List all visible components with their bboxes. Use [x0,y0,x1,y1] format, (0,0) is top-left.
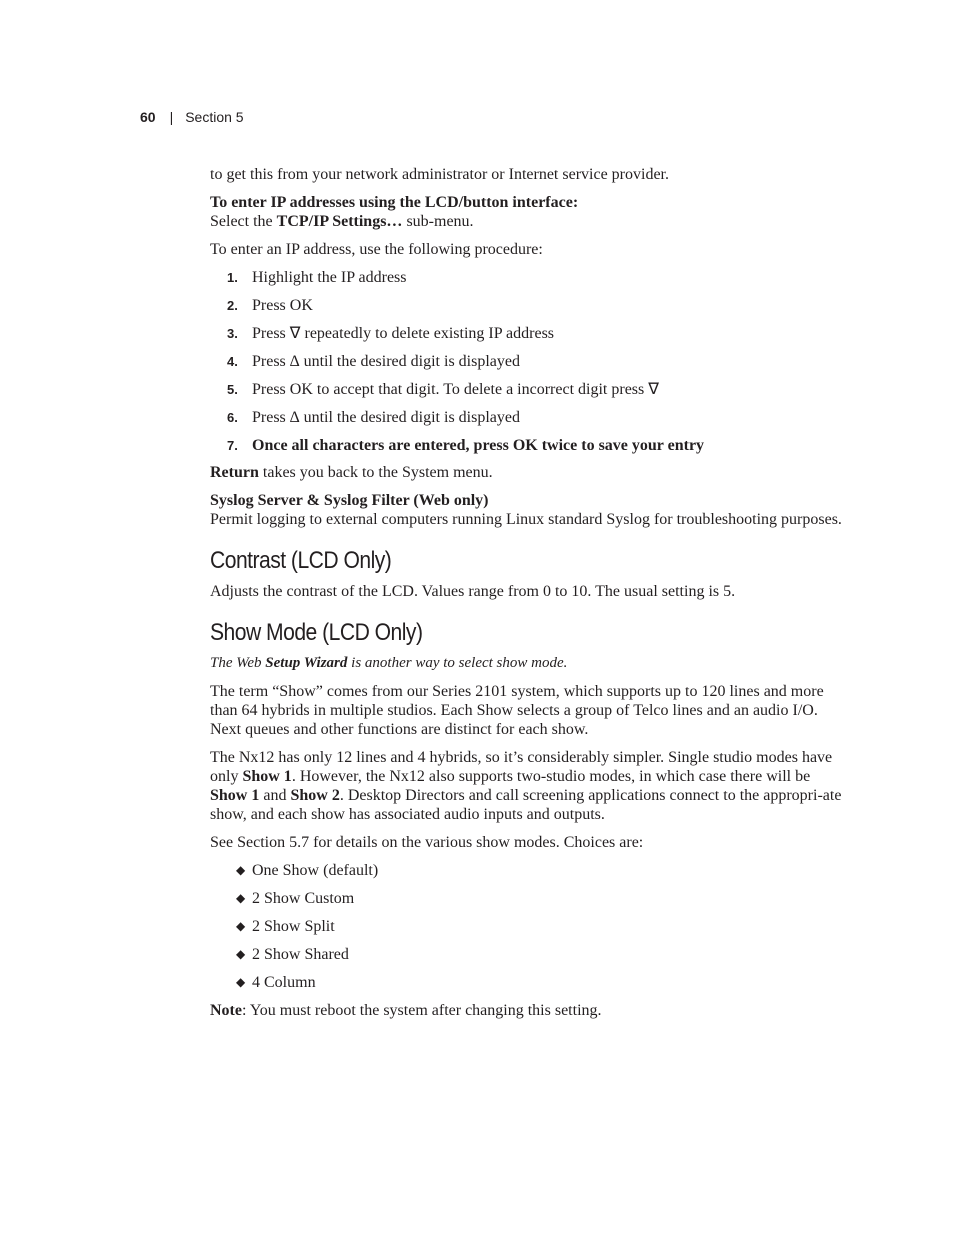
step-number: 5. [227,382,238,397]
page-header [140,109,244,125]
step-text: Press ∆ until the desired digit is displayed [252,353,520,370]
procedure-step [210,408,842,427]
setup-wizard-label: Setup Wizard [265,655,348,671]
show-1-label: Show 1 [210,787,260,804]
show-mode-para-2 [210,748,842,824]
choice-item [210,861,842,880]
show-mode-heading: Show Mode (LCD Only) [210,619,423,646]
procedure-step [210,324,842,343]
step-number: 2. [227,298,238,313]
procedure-step [210,296,842,315]
para2-text-g: . Desktop Directors and call screening applications connect to the appropri-ate show, and each show has associated audio inputs and outputs. [210,787,842,823]
step-number: 7. [227,438,238,453]
bullet-icon: ◆ [236,947,246,961]
step-text: Press OK to accept that digit. To delete a incorrect digit press ∇ [252,381,659,398]
choice-item [210,945,842,964]
para2-text-e: and [259,787,291,804]
bullet-icon: ◆ [236,919,246,933]
step-text: Press OK [252,297,313,314]
step-number: 4. [227,354,238,369]
procedure-step [210,352,842,371]
step-text: Press ∇ repeatedly to delete existing IP address [252,325,555,342]
bullet-icon: ◆ [236,863,246,877]
page-number: 60 [140,109,156,125]
reboot-note [210,1001,842,1020]
bullet-icon: ◆ [236,891,246,905]
contrast-heading: Contrast (LCD Only) [210,547,392,574]
step-text: Press ∆ until the desired digit is displayed [252,409,520,426]
procedure-step [210,268,842,287]
syslog-heading [210,491,842,510]
choice-label: 2 Show Custom [252,890,355,907]
choice-item [210,917,842,936]
show-mode-choices [210,861,842,992]
intro-text: to get this from your network administrator or Internet service provider. [210,166,669,183]
para2-text-a: The Nx12 has only 12 lines and 4 hybrids, so it’s considerably simpler. Single studio modes have only [210,749,833,785]
select-instruction [210,212,842,231]
choice-label: 4 Column [252,974,316,991]
step-number: 3. [227,326,238,341]
select-prefix: Select the [210,213,277,230]
choice-label: 2 Show Shared [252,946,349,963]
procedure-step [210,436,842,455]
syslog-description: Permit logging to external computers running Linux standard Syslog for troubleshooting purposes. [210,511,842,528]
procedure-step [210,380,842,399]
choices-intro: See Section 5.7 for details on the various show modes. Choices are: [210,834,644,851]
procedure-intro: To enter an IP address, use the following procedure: [210,241,543,258]
header-separator: | [169,109,174,125]
choice-label: One Show (default) [252,862,379,879]
note-prefix: The Web [210,655,266,671]
note-text: : You must reboot the system after changing this setting. [241,1002,602,1019]
tcpip-settings-label: TCP/IP Settings… [276,213,403,230]
step-number: 6. [227,410,238,425]
return-note [210,463,842,482]
note-suffix: is another way to select show mode. [347,655,568,671]
return-label: Return [210,464,259,481]
return-text: takes you back to the System menu. [258,464,493,481]
show-mode-para-1: The term “Show” comes from our Series 2101 system, which supports up to 120 lines and more than 64 hybrids in multiple studios. Each Show selects a group of Telco lines and an audio I/O. Next queues and other functions are distinct for each show. [210,683,824,738]
step-number: 1. [227,270,238,285]
page-body [210,165,842,1029]
show-1-label: Show 1 [242,768,292,785]
bullet-icon: ◆ [236,975,246,989]
show-2-label: Show 2 [290,787,340,804]
contrast-description: Adjusts the contrast of the LCD. Values range from 0 to 10. The usual setting is 5. [210,583,736,600]
setup-wizard-note [210,654,842,673]
lcd-instructions-heading [210,193,842,212]
procedure-steps [210,268,842,455]
choice-item [210,889,842,908]
select-suffix: sub-menu. [402,213,474,230]
step-text: Highlight the IP address [252,269,407,286]
choice-label: 2 Show Split [252,918,335,935]
note-label: Note [210,1002,242,1019]
lcd-instructions-heading-text: To enter IP addresses using the LCD/button interface: [210,194,579,211]
step-text: Once all characters are entered, press OK twice to save your entry [252,437,705,454]
syslog-heading-text: Syslog Server & Syslog Filter (Web only) [210,492,489,509]
section-label: Section 5 [185,109,244,125]
choice-item [210,973,842,992]
para2-text-c: . However, the Nx12 also supports two-studio modes, in which case there will be [291,768,811,785]
